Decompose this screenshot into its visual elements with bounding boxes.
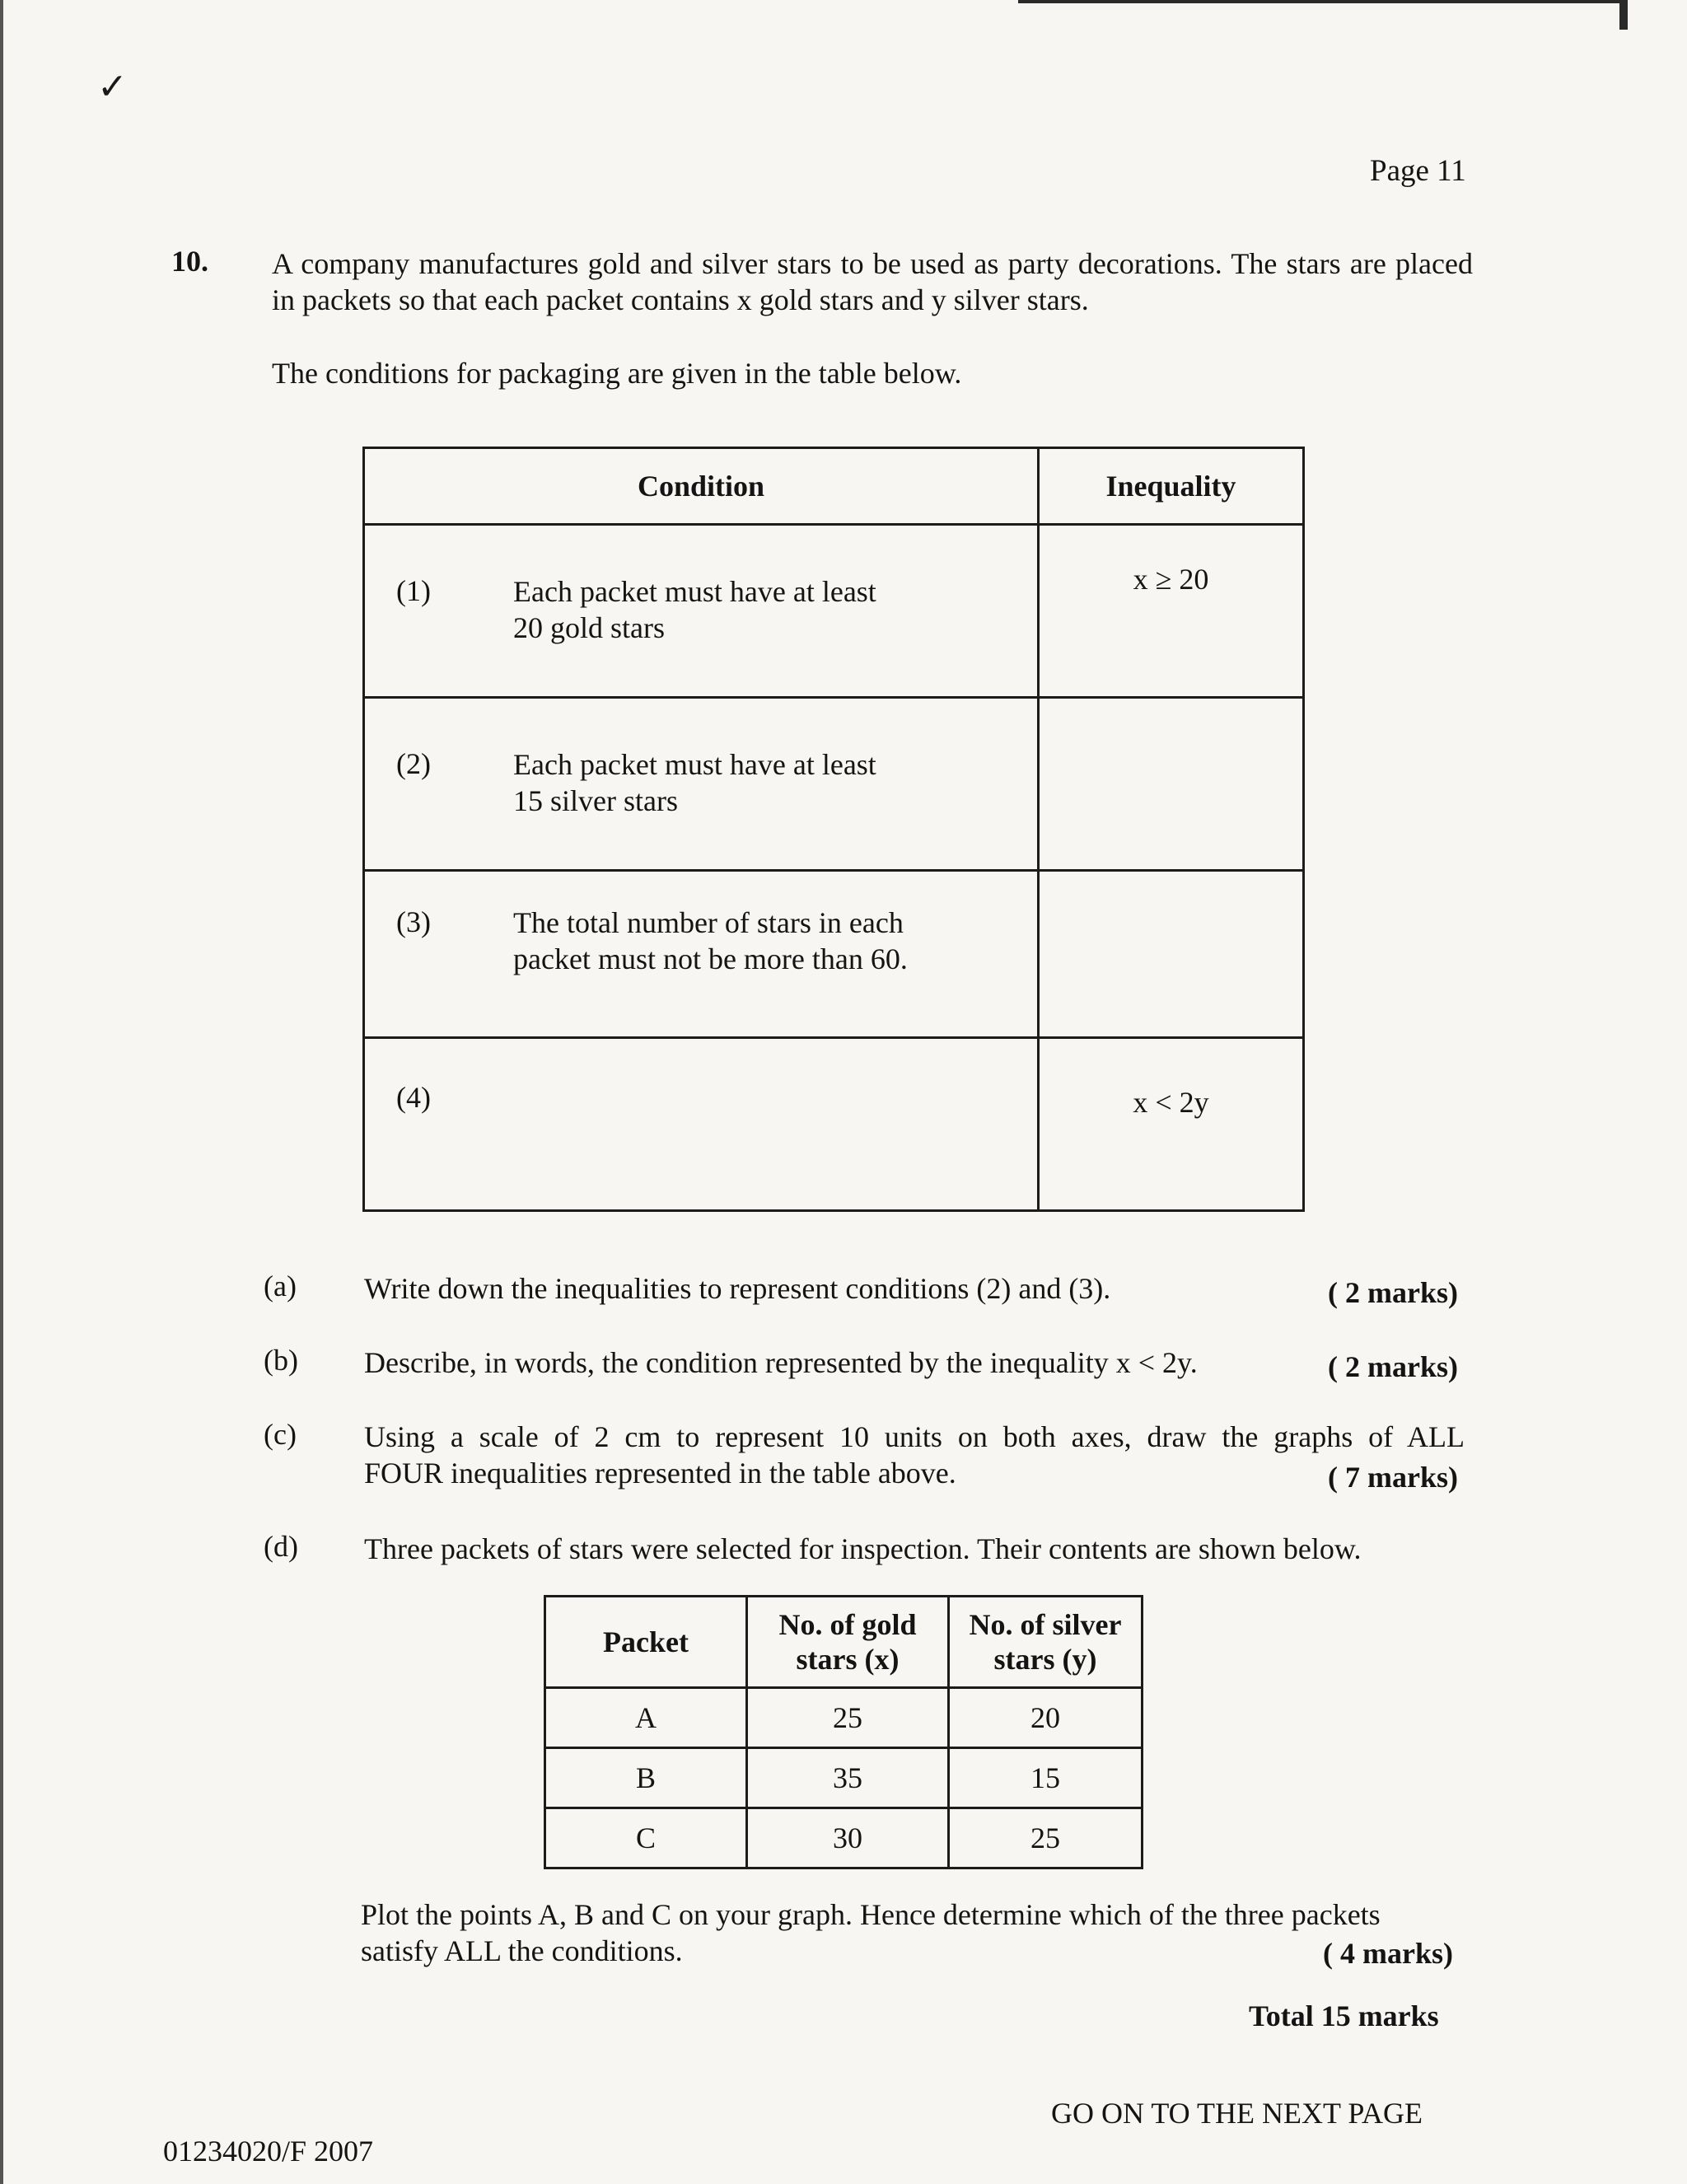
condition-text: [513, 573, 1007, 646]
condition-row: [364, 525, 1304, 698]
part-d-marks: ( 4 marks): [1323, 1937, 1453, 1970]
part-a-label: (a): [264, 1270, 297, 1302]
tick-mark-icon: ✓: [97, 67, 128, 107]
packet-cell: B: [545, 1748, 747, 1808]
condition-text-line: Each packet must have at least: [513, 575, 876, 608]
silver-header-line: stars (y): [993, 1643, 1097, 1676]
scan-top-edge-line: [1018, 0, 1628, 3]
packets-table: [544, 1595, 1143, 1869]
silver-header-line: No. of silver: [969, 1608, 1122, 1641]
silver-cell: 15: [949, 1748, 1143, 1808]
condition-header: Condition: [364, 448, 1039, 525]
packets-header-row: [545, 1597, 1143, 1688]
silver-header: [949, 1597, 1143, 1688]
conditions-intro: The conditions for packaging are given in the table below.: [272, 357, 962, 390]
part-c-text: [364, 1419, 1465, 1491]
part-b-label: (b): [264, 1344, 298, 1377]
table-row: [545, 1748, 1143, 1808]
scan-corner-mark: [1619, 0, 1628, 30]
part-c-text-line: Using a scale of 2 cm to represent 10 units on both axes, draw the graphs of ALL: [364, 1420, 1465, 1453]
condition-row: [364, 871, 1304, 1038]
silver-cell: 25: [949, 1808, 1143, 1868]
part-b-text: Describe, in words, the condition represented by the inequality x < 2y.: [364, 1346, 1198, 1379]
condition-text-line: packet must not be more than 60.: [513, 942, 908, 975]
inequality-cell: x ≥ 20: [1038, 525, 1303, 698]
condition-cell: [364, 871, 1039, 1038]
table-row: [545, 1808, 1143, 1868]
condition-text: [513, 905, 1007, 977]
next-page-note: GO ON TO THE NEXT PAGE: [1051, 2097, 1423, 2130]
part-d-text: Three packets of stars were selected for inspection. Their contents are shown below.: [364, 1532, 1362, 1565]
inequality-cell: [1038, 871, 1303, 1038]
paper-code: 01234020/F 2007: [163, 2135, 374, 2168]
inequality-cell: x < 2y: [1038, 1038, 1303, 1211]
page-number: Page 11: [1370, 154, 1466, 188]
conditions-header-row: [364, 448, 1304, 525]
gold-cell: 30: [747, 1808, 949, 1868]
condition-text: [513, 746, 1007, 819]
condition-number: (3): [396, 905, 431, 938]
condition-cell: [364, 1038, 1039, 1211]
part-a-marks: ( 2 marks): [1328, 1276, 1458, 1309]
condition-number: (2): [396, 747, 431, 780]
gold-cell: 35: [747, 1748, 949, 1808]
gold-header: [747, 1597, 949, 1688]
condition-number: (1): [396, 574, 431, 607]
part-c-marks: ( 7 marks): [1328, 1461, 1458, 1494]
gold-header-line: stars (x): [796, 1643, 900, 1676]
plot-instructions: [361, 1896, 1460, 1969]
question-number: 10.: [171, 245, 208, 278]
packet-cell: C: [545, 1808, 747, 1868]
part-b-marks: ( 2 marks): [1328, 1350, 1458, 1383]
packet-header: Packet: [545, 1597, 747, 1688]
scan-left-edge: [0, 0, 3, 2184]
inequality-cell: [1038, 698, 1303, 871]
inequality-header: Inequality: [1038, 448, 1303, 525]
condition-number: (4): [396, 1081, 431, 1114]
condition-text-line: 20 gold stars: [513, 611, 665, 644]
condition-cell: [364, 698, 1039, 871]
total-marks: Total 15 marks: [1249, 1999, 1439, 2032]
plot-text-line: Plot the points A, B and C on your graph. Hence determine which of the three packets: [361, 1898, 1381, 1931]
part-c-label: (c): [264, 1418, 297, 1451]
condition-text-line: 15 silver stars: [513, 784, 678, 817]
condition-text-line: The total number of stars in each: [513, 906, 904, 939]
plot-text-line: satisfy ALL the conditions.: [361, 1934, 683, 1967]
table-row: [545, 1688, 1143, 1748]
condition-row: [364, 1038, 1304, 1211]
question-intro: A company manufactures gold and silver stars to be used as party decorations. The stars are placed in packets so that each packet contains x gold stars and y silver stars.: [272, 247, 1473, 316]
part-d-label: (d): [264, 1530, 298, 1563]
conditions-table: [362, 447, 1305, 1212]
condition-row: [364, 698, 1304, 871]
gold-header-line: No. of gold: [778, 1608, 917, 1641]
part-a-text: Write down the inequalities to represent conditions (2) and (3).: [364, 1272, 1111, 1305]
gold-cell: 25: [747, 1688, 949, 1748]
condition-cell: [364, 525, 1039, 698]
part-c-text-line: FOUR inequalities represented in the table above.: [364, 1457, 956, 1490]
condition-text-line: Each packet must have at least: [513, 748, 876, 781]
packet-cell: A: [545, 1688, 747, 1748]
silver-cell: 20: [949, 1688, 1143, 1748]
